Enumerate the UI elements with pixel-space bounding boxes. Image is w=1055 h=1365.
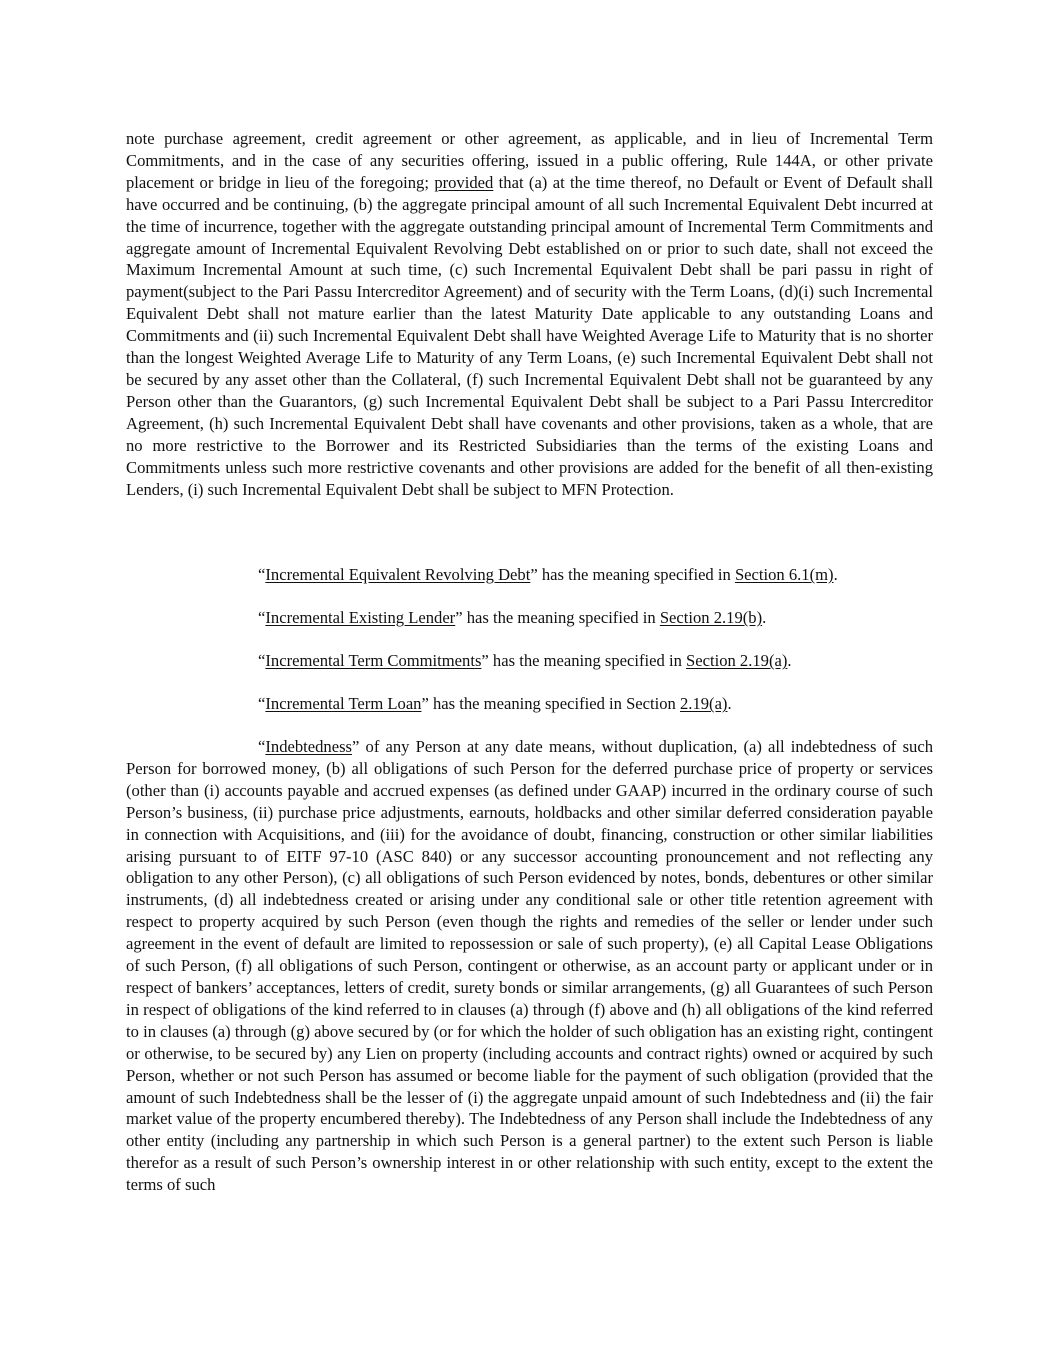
- open-quote: “: [258, 651, 266, 670]
- period: .: [787, 651, 792, 670]
- period: .: [762, 608, 767, 627]
- section-reference: Section 6.1(m): [734, 565, 834, 584]
- definition-text: ” has the meaning specified in: [530, 565, 735, 584]
- section-reference: 2.19(a): [680, 694, 728, 713]
- open-quote: “: [258, 565, 266, 584]
- definition-incremental-term-commitments: [126, 650, 933, 672]
- provided-term: provided: [434, 172, 494, 192]
- definition-text: ” has the meaning specified in: [481, 651, 687, 670]
- section-reference: Section 2.19(a): [686, 651, 788, 670]
- section-reference: Section 2.19(b): [659, 608, 763, 627]
- paragraph-text: note purchase agreement, credit agreement or other agreement, as applicable, and in lieu of Incremental Term Commitments, and in the case of any securities offering, issued in a public offering, Rule 144A, or other private placement or bridge in lieu of the foregoing;: [126, 129, 933, 192]
- definition-indebtedness: [126, 736, 933, 1196]
- paragraph-incremental-equivalent-debt: [126, 128, 933, 500]
- defined-term: Indebtedness: [265, 737, 353, 756]
- defined-term: Incremental Existing Lender: [265, 608, 456, 627]
- defined-term: Incremental Term Loan: [265, 694, 422, 713]
- definition-incremental-term-loan: [126, 693, 933, 715]
- section-reference-plain: Section: [626, 694, 680, 713]
- period: .: [727, 694, 732, 713]
- definition-incremental-equivalent-revolving-debt: [126, 564, 933, 586]
- defined-term: Incremental Equivalent Revolving Debt: [265, 565, 531, 584]
- open-quote: “: [258, 737, 266, 756]
- definition-incremental-existing-lender: [126, 607, 933, 629]
- open-quote: “: [258, 608, 266, 627]
- paragraph-text: that (a) at the time thereof, no Default or Event of Default shall have occurred and be continuing, (b) the aggregate principal amount of all such Incremental Equivalent Debt incurred at the time of incurrence, together with the aggregate outstanding principal amount of Incremental Term Commitments and aggregate amount of Incremental Equivalent Revolving Debt established on or prior to such date, shall not exceed the Maximum Incremental Amount at such time, (c) such Incremental Equivalent Debt shall be pari passu in right of payment(subject to the Pari Passu Intercreditor Agreement) and of security with the Term Loans, (d)(i) such Incremental Equivalent Debt shall not mature earlier than the latest Maturity Date applicable to any outstanding Loans and Commitments and (ii) such Incremental Equivalent Debt shall have Weighted Average Life to Maturity that is no shorter than the longest Weighted Average Life to Maturity of any Term Loans, (e) such Incremental Equivalent Debt shall not be secured by any asset other than the Collateral, (f) such Incremental Equivalent Debt shall not be guaranteed by any Person other than the Guarantors, (g) such Incremental Equivalent Debt shall be subject to a Pari Passu Intercreditor Agreement, (h) such Incremental Equivalent Debt shall have covenants and other provisions, taken as a whole, that are no more restrictive to the Borrower and its Restricted Subsidiaries than the terms of the existing Loans and Commitments unless such more restrictive covenants and other provisions are added for the benefit of all then-existing Lenders, (i) such Incremental Equivalent Debt shall be subject to MFN Protection.: [126, 172, 934, 499]
- open-quote: “: [258, 694, 266, 713]
- definition-text: ” has the meaning specified in: [421, 694, 627, 713]
- defined-term: Incremental Term Commitments: [265, 651, 482, 670]
- paragraph-text: ” of any Person at any date means, without duplication, (a) all indebtedness of such Person for borrowed money, (b) all obligations of such Person for the deferred purchase price of property or services (other than (i) accounts payable and accrued expenses (as defined under GAAP) incurred in the ordinary course of such Person’s business, (ii) purchase price adjustments, earnouts, holdbacks and other similar deferred consideration payable in connection with Acquisitions, and (iii) for the avoidance of doubt, financing, construction or other similar liabilities arising pursuant to of EITF 97-10 (ASC 840) or any successor accounting pronouncement and not reflecting any obligation to any other Person), (c) all obligations of such Person evidenced by notes, bonds, debentures or other similar instruments, (d) all indebtedness created or arising under any conditional sale or other title retention agreement with respect to property acquired by such Person (even though the rights and remedies of the seller or lender under such agreement in the event of default are limited to repossession or sale of such property), (e) all Capital Lease Obligations of such Person, (f) all obligations of such Person, contingent or otherwise, as an account party or applicant under or in respect of bankers’ acceptances, letters of credit, surety bonds or similar arrangements, (g) all Guarantees of such Person in respect of obligations of the kind referred to in clauses (a) through (f) above and (h) all obligations of the kind referred to in clauses (a) through (g) above secured by (or for which the holder of such obligation has an existing right, contingent or otherwise, to be secured by) any Lien on property (including accounts and contract rights) owned or acquired by such Person, whether or not such Person has assumed or become liable for the payment of such obligation (provided that the amount of such Indebtedness shall be the lesser of (i) the aggregate unpaid amount of such Indebtedness and (ii) the fair market value of the property encumbered thereby). The Indebtedness of any Person shall include the Indebtedness of any other entity (including any partnership in which such Person is a general partner) to the extent such Person is liable therefor as a result of such Person’s ownership interest in or other relationship with such entity, except to the extent the terms of such: [126, 737, 933, 1195]
- period: .: [833, 565, 838, 584]
- definition-text: ” has the meaning specified in: [455, 608, 660, 627]
